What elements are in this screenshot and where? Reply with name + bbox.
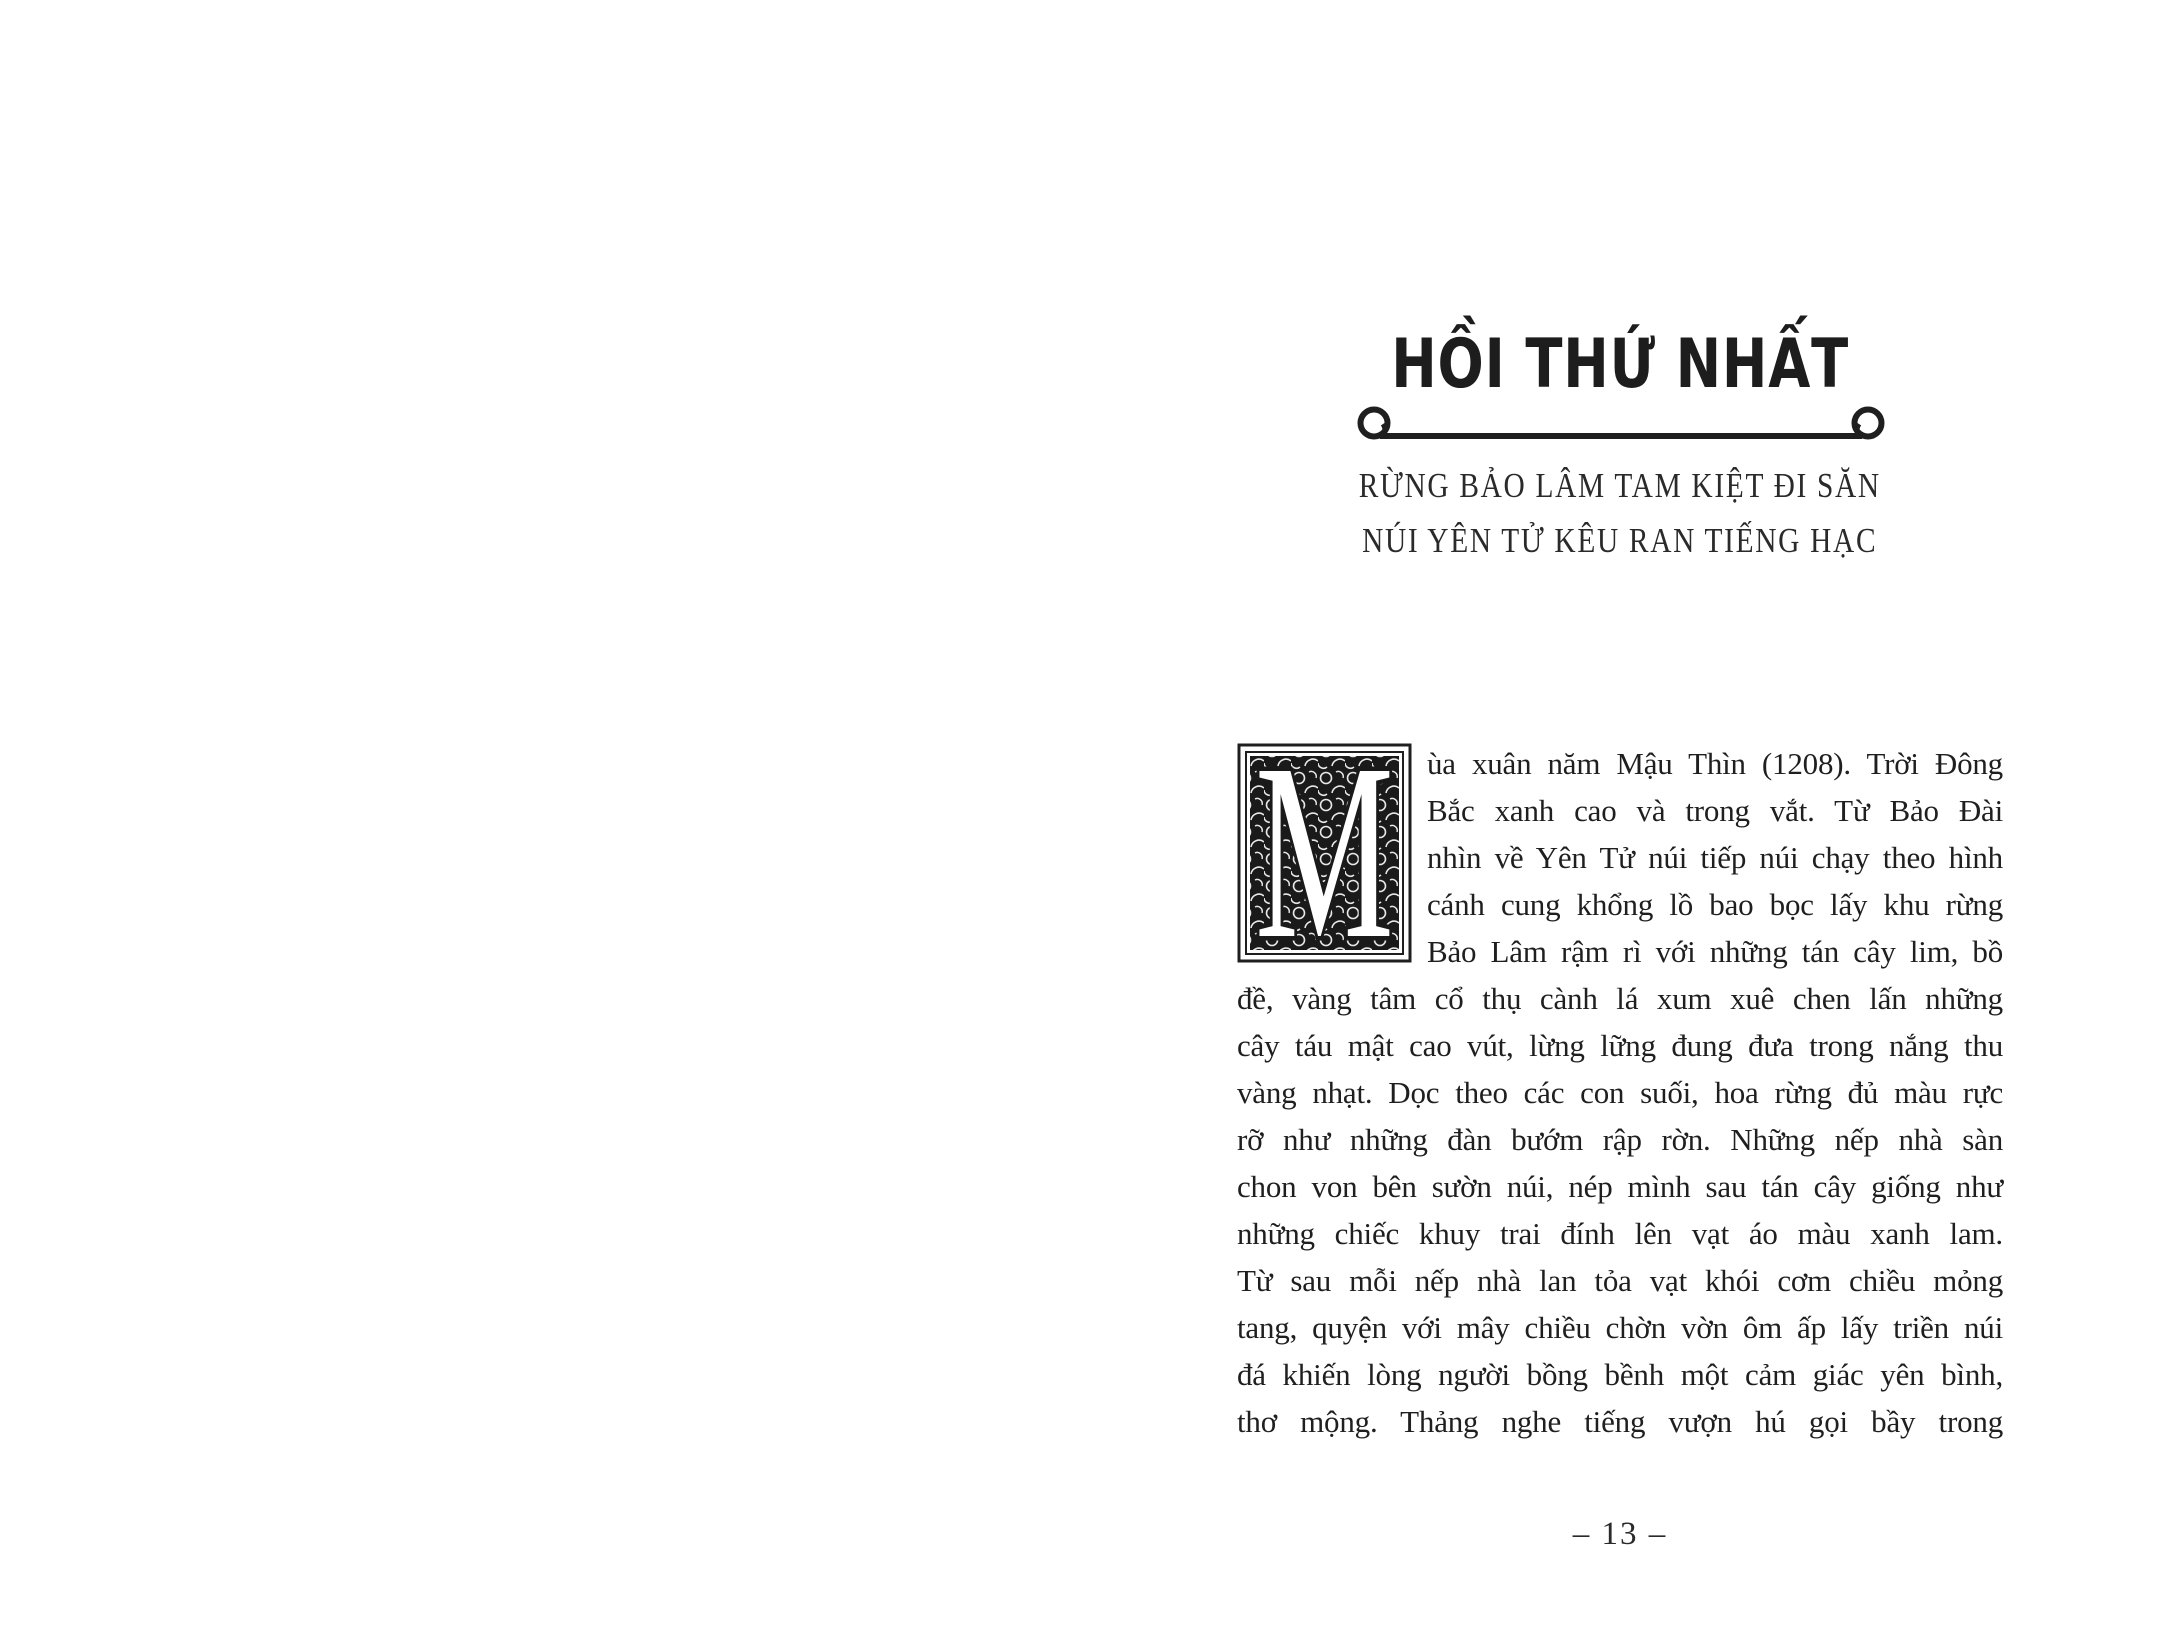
body-line: đề, vàng tâm cổ thụ cành lá xum xuê chen lấn những <box>1237 981 2003 1016</box>
body-line: Từ sau mỗi nếp nhà lan tỏa vạt khói cơm chiều mỏng <box>1237 1263 2003 1298</box>
right-page <box>1237 0 2003 1646</box>
body-line: thơ mộng. Thảng nghe tiếng vượn hú gọi bầy trong <box>1237 1404 2003 1439</box>
ornamental-rule <box>1356 406 1886 450</box>
body-lines-beside-dropcap <box>1427 740 2003 975</box>
body-line: nhìn về Yên Tử núi tiếp núi chạy theo hình <box>1427 840 2003 875</box>
body-line: chon von bên sườn núi, nép mình sau tán cây giống như <box>1237 1169 2003 1204</box>
body-line: cây táu mật cao vút, lừng lững đung đưa trong nắng thu <box>1237 1028 2003 1063</box>
subtitle-line-2: NÚI YÊN TỬ KÊU RAN TIẾNG HẠC <box>1362 521 1878 560</box>
page-number: – 13 – <box>1572 1516 1668 1552</box>
body-line: những chiếc khuy trai đính lên vạt áo màu xanh lam. <box>1237 1216 2003 1251</box>
chapter-subtitle <box>1237 462 2003 572</box>
body-line: rỡ như những đàn bướm rập rờn. Những nếp nhà sàn <box>1237 1122 2003 1157</box>
scroll-rule-icon <box>1356 406 1886 450</box>
body-line: tang, quyện với mây chiều chờn vờn ôm ấp lấy triền núi <box>1237 1310 2003 1345</box>
body-line: ùa xuân năm Mậu Thìn (1208). Trời Đông <box>1427 746 2003 781</box>
body-text <box>1237 740 2003 1445</box>
body-line: cánh cung khổng lồ bao bọc lấy khu rừng <box>1427 887 2003 922</box>
drop-cap-letter: M <box>1254 743 1394 963</box>
body-line: Bắc xanh cao và trong vắt. Từ Bảo Đài <box>1427 793 2003 828</box>
body-line: vàng nhạt. Dọc theo các con suối, hoa rừng đủ màu rực <box>1237 1075 2003 1110</box>
chapter-title-text: HỒI THỨ NHẤT <box>1391 325 1849 404</box>
drop-cap <box>1237 743 1412 963</box>
subtitle-line-1: RỪNG BẢO LÂM TAM KIỆT ĐI SĂN <box>1358 466 1882 505</box>
body-line: Bảo Lâm rậm rì với những tán cây lim, bồ <box>1427 934 2003 969</box>
body-line: đá khiến lòng người bồng bềnh một cảm giác yên bình, <box>1237 1357 2003 1392</box>
drop-cap-ornament-icon <box>1237 743 1412 963</box>
chapter-title <box>1237 322 2003 408</box>
